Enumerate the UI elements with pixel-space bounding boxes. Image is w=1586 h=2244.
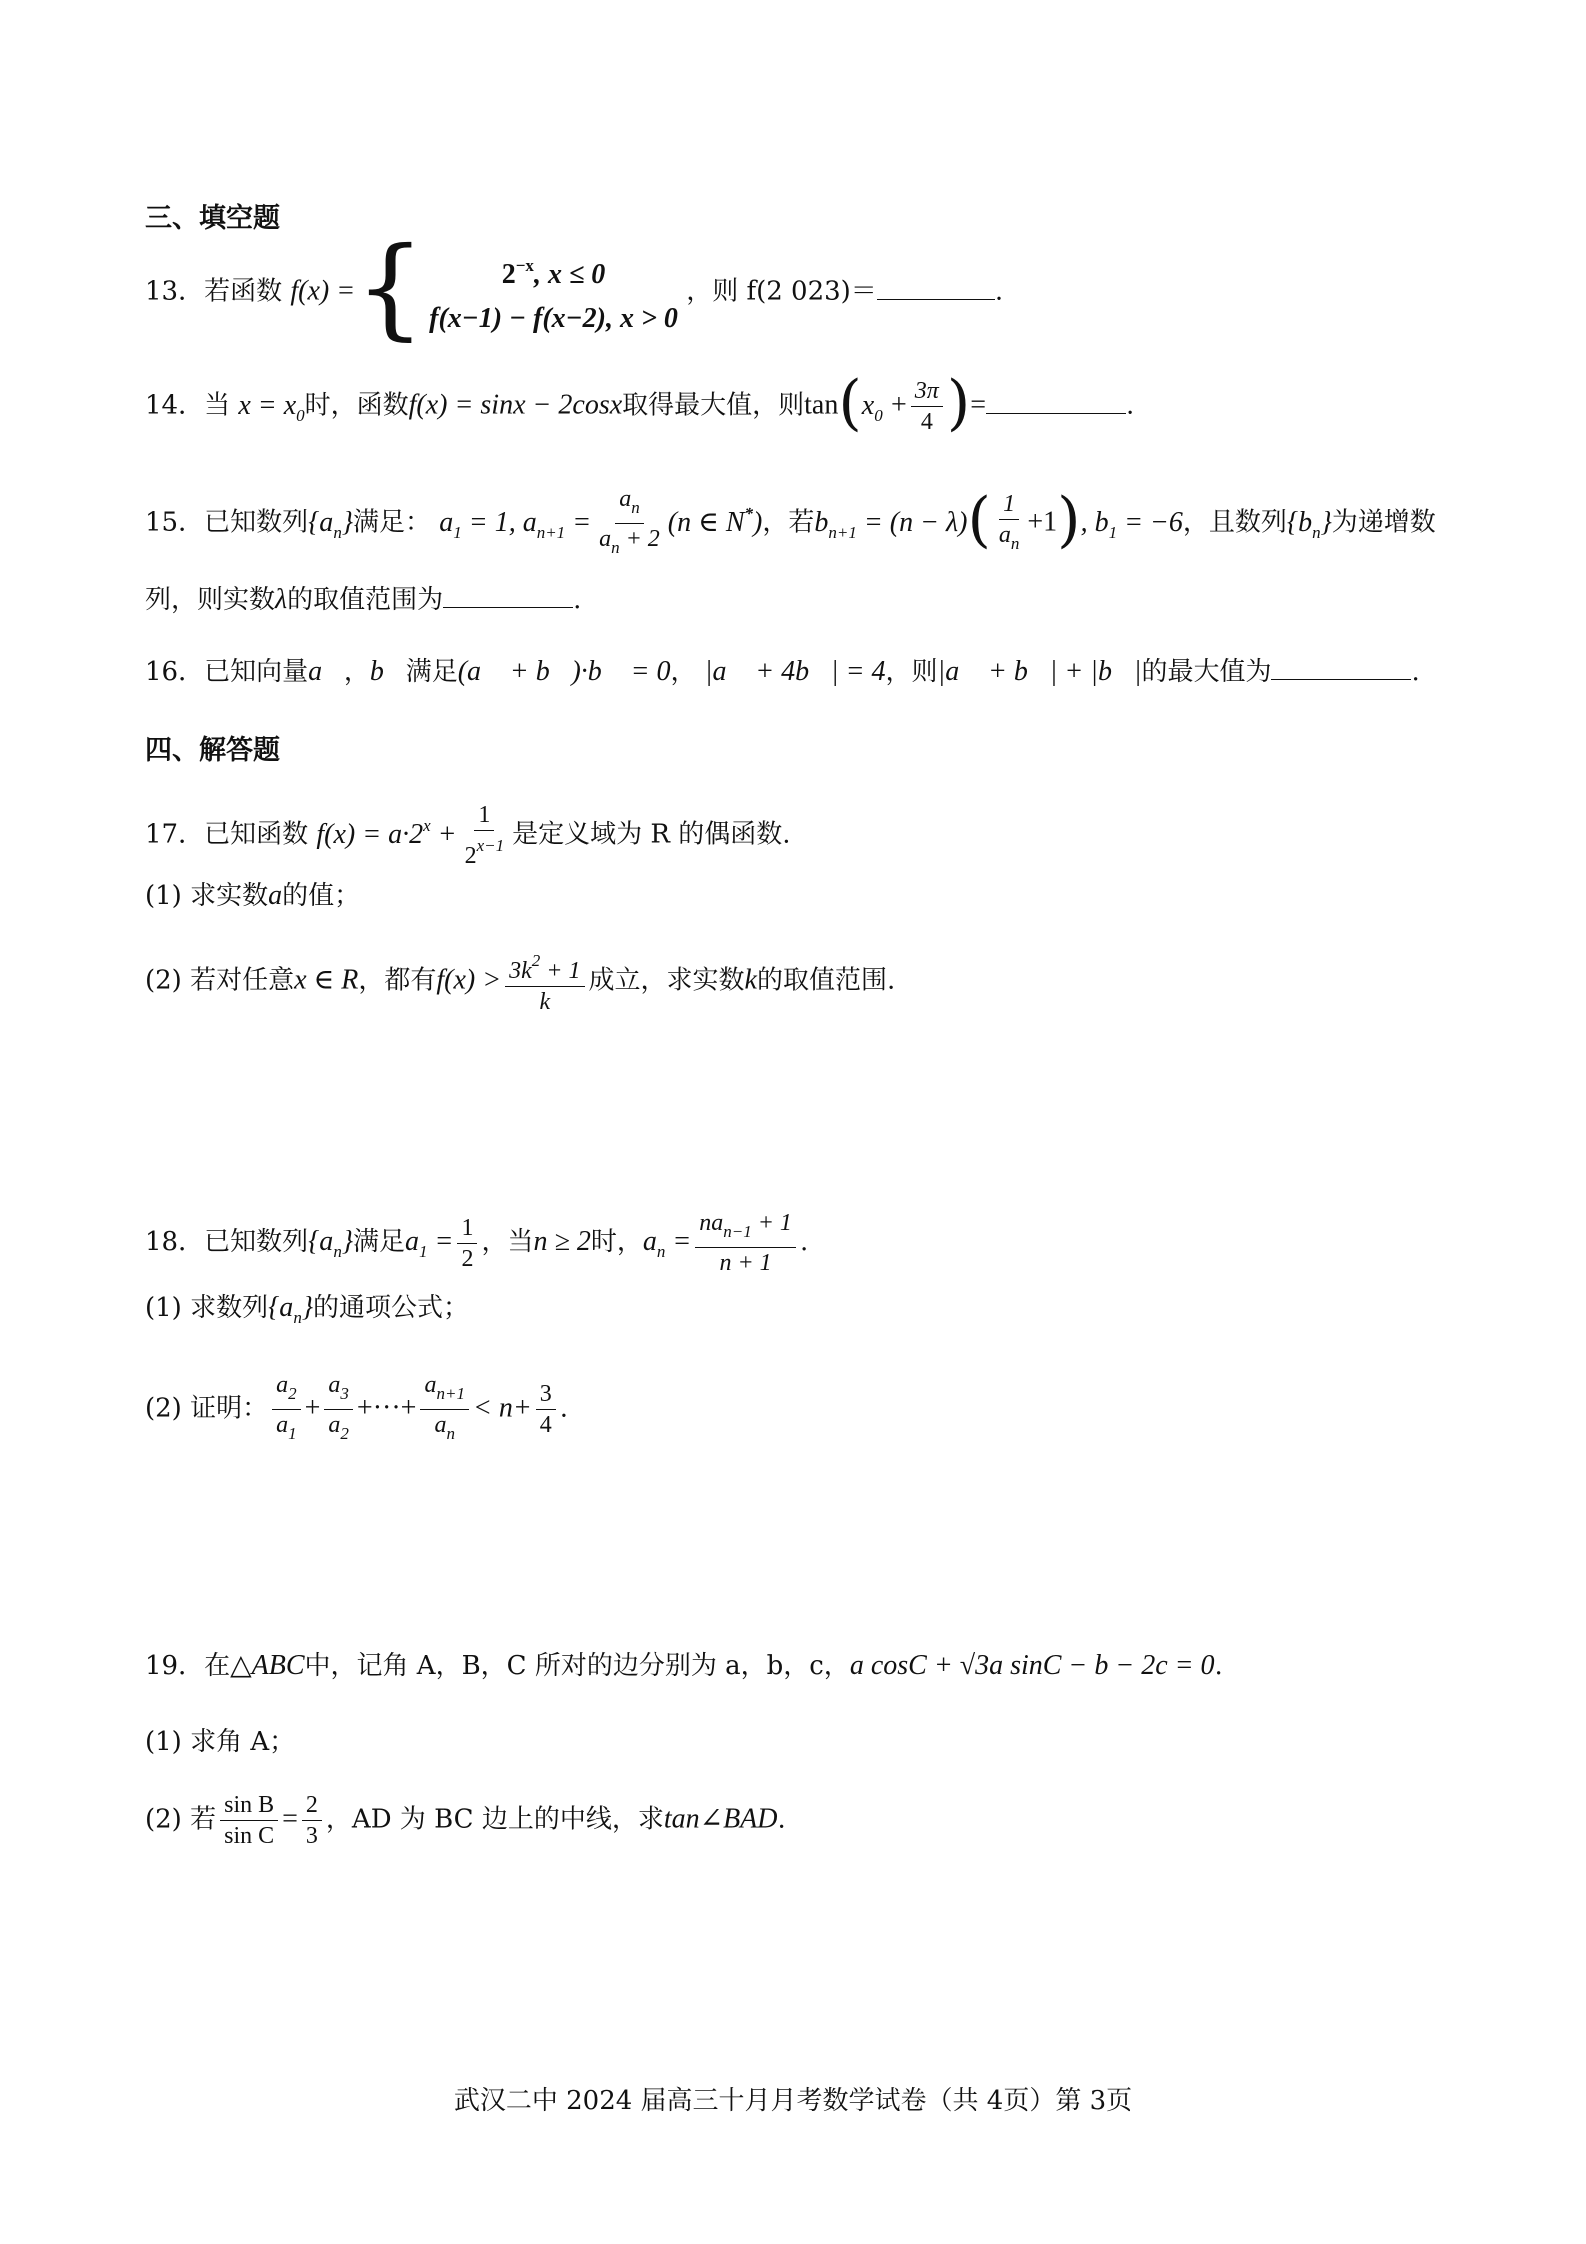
answer-blank[interactable]: [1271, 653, 1411, 680]
answer-blank[interactable]: [443, 581, 573, 608]
question-number: 16．: [145, 657, 205, 687]
fraction-an: $\frac{a_n}{a_n + 2}$: [599, 486, 660, 557]
condition-2: |a⃗ + 4b⃗| = 4: [704, 656, 886, 687]
fraction-sin: $\frac{\text{sin B}}{\text{sin C}}$: [220, 1790, 278, 1851]
question-19: 19．在△ABC中，记角 A，B，C 所对的边分别为 a，b，c，a cosC + √3a sinC − b − 2c = 0.: [145, 1650, 1223, 1681]
question-18-part-1: (1) 求数列$\{a_n\}$的通项公式；: [145, 1292, 470, 1327]
fraction-3pi-4: $\frac{3\pi}{4}$: [911, 376, 943, 437]
section-heading-fill-in: 三、填空题: [145, 203, 280, 234]
question-15: 15．已知数列$\{a_n\}$满足： $a_1 = 1$, $a_{n+1}$ = $\frac{a_n}{a_n + 2}$ (n ∈ N*)，若$b_{n+1} = (n - \lambda)$( $\frac{1}{a_n}$ +1), $b_1 = -6$，且数列$\{b_n\}$为递增数: [145, 484, 1436, 563]
page-footer: 武汉二中 2024 届高三十月月考数学试卷（共 4页）第 3页: [453, 2086, 1133, 2116]
target-expression: |a⃗ + b⃗| + |b⃗|: [937, 656, 1142, 687]
question-19-part-1: (1) 求角 A；: [145, 1727, 296, 1757]
question-18: 18．已知数列$\{a_n\}$满足$a_1$ = $\frac{1}{2}$ ，当n ≥ 2时，$a_n$ = $\frac{na_{n-1} + 1}{n + 1}$ .: [145, 1210, 809, 1276]
vector-b: b⃗: [369, 656, 406, 687]
question-number: 17．: [145, 819, 205, 850]
question-13: 13．若函数 f(x) ={ $2^{-x}$, x ≤ 0 f(x−1) − f(x−2), x > 0 ，则 f(2 023)＝ .: [145, 222, 1004, 351]
question-19-part-2: (2) 若 $\frac{\text{sin B}}{\text{sin C}}$ = $\frac{2}{3}$ ，AD 为 BC 边上的中线，求tan∠BAD.: [145, 1792, 786, 1849]
fraction: $\frac{3k^2 + 1}{k}$: [505, 946, 584, 1017]
answer-blank[interactable]: [877, 273, 995, 300]
answer-blank[interactable]: [986, 387, 1126, 414]
question-number: 15．: [145, 507, 205, 538]
question-number: 19．: [145, 1651, 205, 1681]
condition: $x = x_0$: [238, 389, 305, 425]
left-brace: {: [355, 222, 426, 351]
piecewise-function: [425, 244, 678, 341]
section-heading-solutions: 四、解答题: [145, 735, 280, 766]
fraction: $\frac{1}{2^{x-1}}$: [464, 802, 505, 869]
vector-a: a⃗: [308, 656, 344, 687]
b-recurrence: $b_{n+1} = (n - \lambda)$: [814, 506, 968, 542]
function-lhs: f(x) =: [290, 275, 356, 307]
function-expr: f(x) = sinx − 2cosx: [408, 389, 623, 421]
question-14: 14．当 $x = x_0$时，函数f(x) = sinx − 2cosx取得最大值，则$\tan(x_0$ + $\frac{3\pi}{4}$ )= .: [145, 367, 1135, 438]
fraction-recurrence: $\frac{na_{n-1} + 1}{n + 1}$: [695, 1208, 796, 1278]
condition-1: (a⃗ + b⃗)·b⃗ = 0: [457, 656, 671, 687]
equation: a cosC + √3a sinC − b − 2c = 0: [849, 1650, 1215, 1681]
question-17: 17．已知函数 $f(x) = a\cdot 2^x$ + $\frac{1}{2^{x-1}}$ 是定义域为 R 的偶函数.: [145, 802, 791, 869]
question-16: 16．已知向量a⃗，b⃗满足(a⃗ + b⃗)·b⃗ = 0， |a⃗ + 4b⃗| = 4，则|a⃗ + b⃗| + |b⃗|的最大值为 .: [145, 652, 1420, 692]
question-15-line-2: 列，则实数λ的取值范围为 .: [145, 580, 581, 620]
question-number: 13．: [145, 276, 205, 307]
function-expr: $f(x) = a\cdot 2^x$ +: [316, 815, 457, 850]
question-18-part-2: (2) 证明： $\frac{a_2}{a_1}$ + $\frac{a_3}{a_2}$ +···+ $\frac{a_{n+1}}{a_n}$ < n+ $\frac{3}{4}$ .: [145, 1372, 569, 1443]
question-17-part-1: (1) 求实数a的值；: [145, 880, 361, 911]
question-number: 14．: [145, 390, 205, 421]
fraction-1-an: $\frac{1}{a_n}$: [998, 490, 1020, 553]
fraction-half: $\frac{1}{2}$: [457, 1213, 477, 1274]
recurrence: $a_1 = 1$, $a_{n+1}$ =: [439, 506, 592, 542]
question-number: 18．: [145, 1227, 205, 1257]
piece-1: $2^{-x}$, x ≤ 0: [501, 256, 606, 290]
piece-2: f(x−1) − f(x−2), x > 0: [429, 303, 678, 334]
question-17-part-2: (2) 若对任意x ∈ R，都有f(x) > $\frac{3k^2 + 1}{k}$ 成立，求实数k的取值范围.: [145, 946, 895, 1017]
